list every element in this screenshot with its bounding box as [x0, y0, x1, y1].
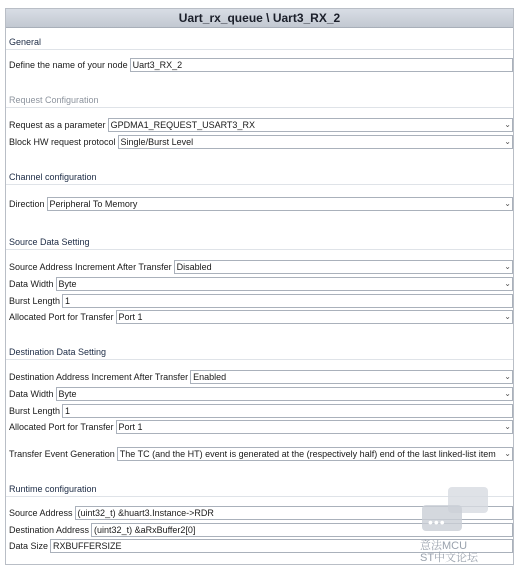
dst-port-select[interactable] [116, 420, 513, 434]
dst-incr-label: Destination Address Increment After Transfer [9, 371, 189, 382]
section-runtime: Runtime configuration [6, 482, 513, 497]
dst-port-label: Allocated Port for Transfer [9, 421, 114, 432]
transfer-event-value: The TC (and the HT) event is generated at the (respectively half) end of the last linked-list item [119, 448, 496, 459]
chevron-down-icon: ⌄ [504, 388, 511, 398]
node-name-input[interactable]: Uart3_RX_2 [130, 58, 513, 72]
request-param-select[interactable] [108, 118, 513, 132]
row-dst-port [6, 419, 513, 434]
chevron-down-icon: ⌄ [504, 198, 511, 208]
src-address-label: Source Address [9, 507, 73, 518]
chevron-down-icon: ⌄ [504, 448, 511, 458]
dst-width-value: Byte [58, 388, 77, 399]
node-config-panel [5, 8, 514, 565]
row-request-param [6, 117, 513, 132]
src-port-select[interactable] [116, 310, 513, 324]
dst-width-select[interactable] [56, 387, 513, 401]
dst-burst-input[interactable]: 1 [62, 404, 513, 418]
watermark-line1: 意法MCU [420, 540, 468, 552]
row-src-width [6, 276, 513, 291]
row-node-name [6, 57, 513, 72]
dst-burst-label: Burst Length [9, 405, 61, 416]
dst-address-input[interactable]: (uint32_t) &aRxBuffer2[0] [91, 523, 513, 537]
section-channel: Channel configuration [6, 170, 513, 185]
src-incr-label: Source Address Increment After Transfer [9, 261, 172, 272]
src-burst-label: Burst Length [9, 295, 61, 306]
chevron-down-icon: ⌄ [504, 136, 511, 146]
direction-value: Peripheral To Memory [49, 198, 138, 209]
src-port-label: Allocated Port for Transfer [9, 311, 114, 322]
src-address-input[interactable]: (uint32_t) &huart3.Instance->RDR [75, 506, 513, 520]
dst-port-value: Port 1 [118, 421, 143, 432]
section-source: Source Data Setting [6, 235, 513, 250]
dst-address-label: Destination Address [9, 524, 90, 535]
dst-incr-value: Enabled [193, 371, 227, 382]
direction-label: Direction [9, 198, 45, 209]
transfer-event-label: Transfer Event Generation [9, 448, 115, 459]
src-width-label: Data Width [9, 278, 54, 289]
src-width-value: Byte [58, 278, 77, 289]
chevron-down-icon: ⌄ [504, 371, 511, 381]
src-width-select[interactable] [56, 277, 513, 291]
src-incr-select[interactable] [174, 260, 513, 274]
row-src-burst [6, 293, 513, 308]
row-dst-width [6, 386, 513, 401]
hw-protocol-select[interactable] [118, 135, 513, 149]
watermark [418, 487, 510, 565]
chevron-down-icon: ⌄ [504, 261, 511, 271]
ellipsis-icon: ••• [428, 514, 446, 530]
chevron-down-icon: ⌄ [504, 119, 511, 129]
data-size-label: Data Size [9, 540, 49, 551]
chevron-down-icon: ⌄ [504, 278, 511, 288]
dst-width-label: Data Width [9, 388, 54, 399]
node-name-label: Define the name of your node [9, 59, 128, 70]
row-dst-incr [6, 369, 513, 384]
hw-protocol-value: Single/Burst Level [120, 136, 194, 147]
request-param-label: Request as a parameter [9, 119, 106, 130]
dst-incr-select[interactable] [190, 370, 513, 384]
row-src-incr [6, 259, 513, 274]
data-size-input[interactable]: RXBUFFERSIZE [50, 539, 513, 553]
src-incr-value: Disabled [176, 261, 212, 272]
panel-title: Uart_rx_queue \ Uart3_RX_2 [6, 9, 513, 28]
src-port-value: Port 1 [118, 311, 143, 322]
watermark-line2: ST中文论坛 [420, 552, 479, 564]
src-burst-input[interactable]: 1 [62, 294, 513, 308]
hw-protocol-label: Block HW request protocol [9, 136, 116, 147]
section-general: General [6, 35, 513, 50]
direction-select[interactable] [47, 197, 513, 211]
request-param-value: GPDMA1_REQUEST_USART3_RX [110, 119, 255, 130]
row-transfer-event [6, 446, 513, 461]
section-destination: Destination Data Setting [6, 345, 513, 360]
section-request: Request Configuration [6, 93, 513, 108]
row-src-port [6, 309, 513, 324]
transfer-event-select[interactable] [117, 447, 513, 461]
chevron-down-icon: ⌄ [504, 311, 511, 321]
row-hw-protocol [6, 134, 513, 149]
row-dst-burst [6, 403, 513, 418]
chevron-down-icon: ⌄ [504, 421, 511, 431]
row-direction [6, 196, 513, 211]
